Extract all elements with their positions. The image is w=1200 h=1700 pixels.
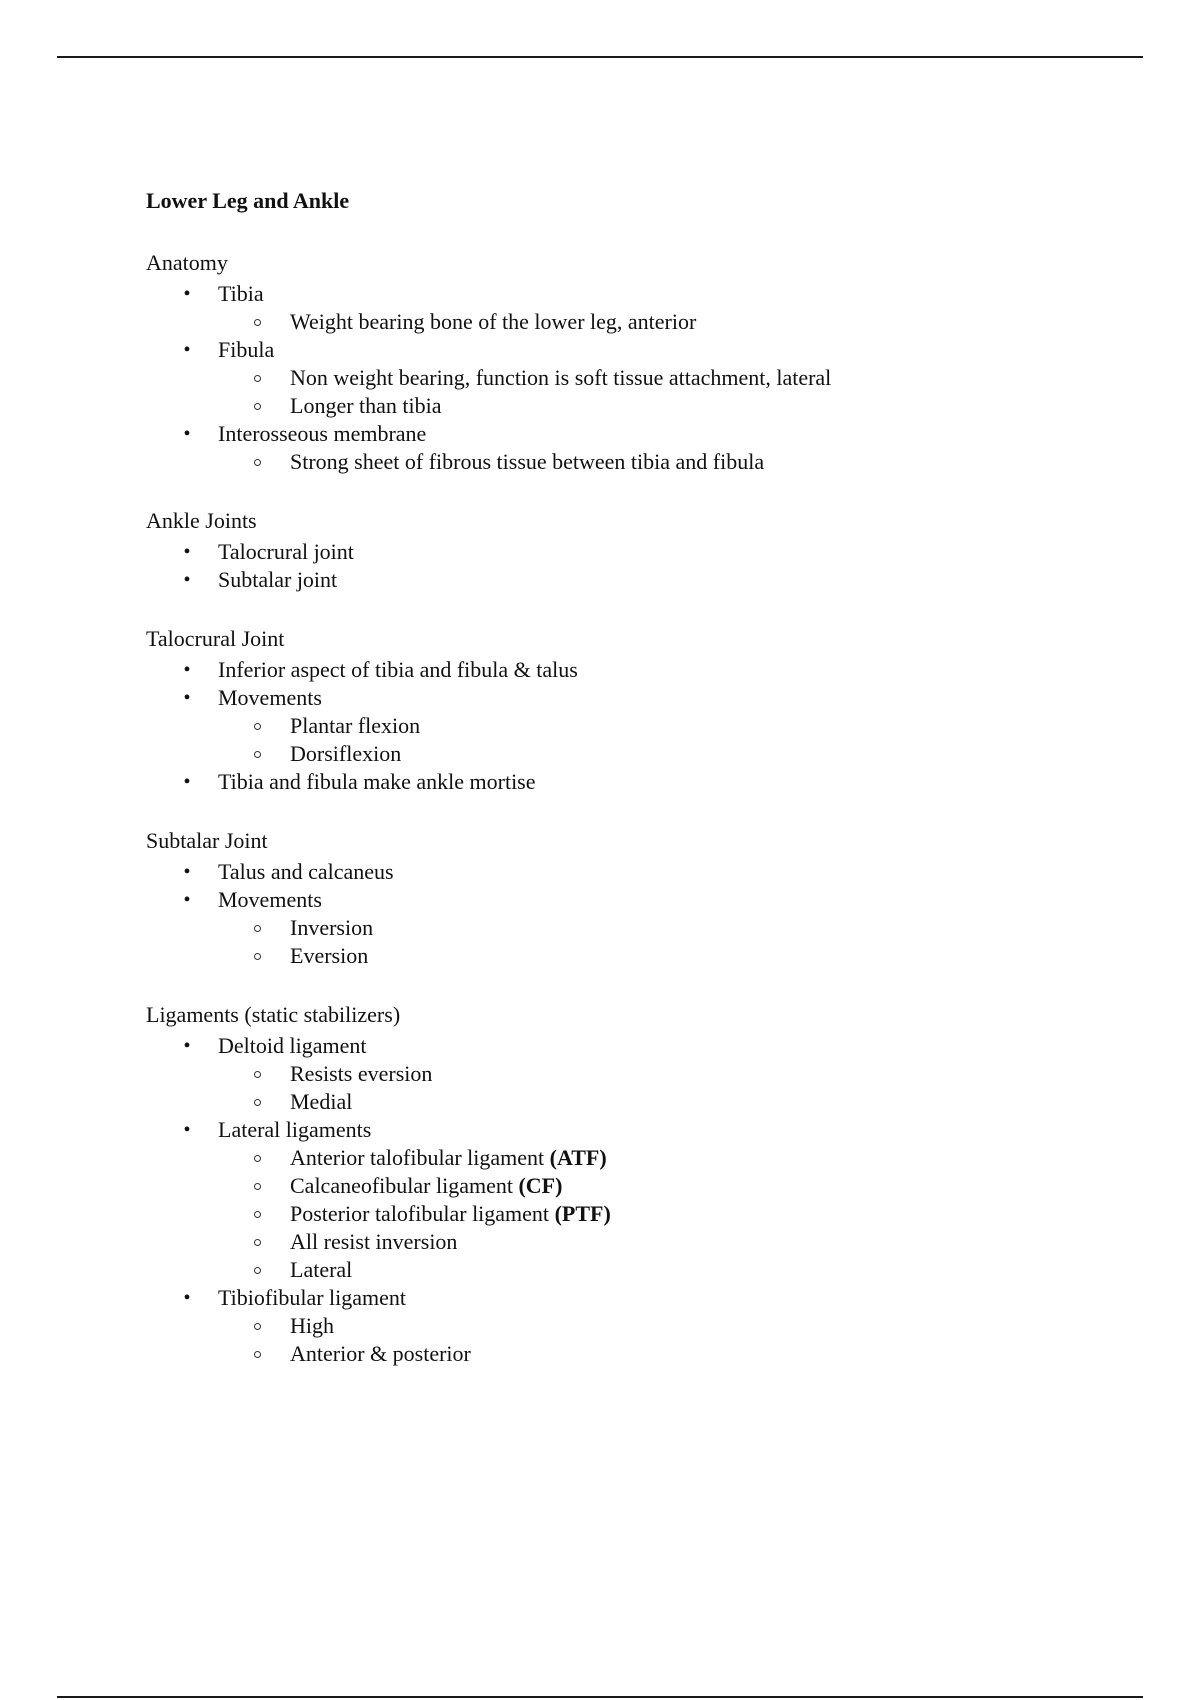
list-item: • Talus and calcaneus — [183, 859, 394, 884]
list-item: • Tibia and fibula make ankle mortise — [183, 769, 536, 794]
section-heading: Subtalar Joint — [146, 828, 268, 853]
bullet-icon: • — [183, 569, 191, 591]
sub-list-item: Lateral — [218, 1256, 1146, 1284]
section-heading: Anatomy — [146, 250, 228, 275]
circle-bullet-icon — [254, 1211, 261, 1218]
list-item: • Fibula Non weight bearing, function is soft tissue attachment, lateral Longer than tibia — [146, 336, 1146, 420]
sub-list-item: Anterior & posterior — [218, 1340, 1146, 1368]
section-heading: Talocrural Joint — [146, 626, 285, 651]
circle-bullet-icon — [254, 1099, 261, 1106]
sub-list-item: Eversion — [218, 942, 1146, 970]
section-ankle-joints — [146, 506, 1146, 594]
top-rule — [57, 56, 1143, 58]
bullet-icon: • — [183, 423, 191, 445]
section-heading: Ankle Joints — [146, 508, 257, 533]
circle-bullet-icon — [254, 1155, 261, 1162]
sub-list-item: Calcaneofibular ligament (CF) — [218, 1172, 1146, 1200]
bullet-icon: • — [183, 541, 191, 563]
list-item: • Deltoid ligament Resists eversion Medial — [146, 1032, 1146, 1116]
circle-bullet-icon — [254, 1351, 261, 1358]
section-subtalar-joint — [146, 826, 1146, 970]
sub-list-item: Non weight bearing, function is soft tissue attachment, lateral — [218, 364, 1146, 392]
list-item: • Tibia Weight bearing bone of the lower leg, anterior — [146, 280, 1146, 336]
list-item: • Talocrural joint — [183, 539, 354, 564]
circle-bullet-icon — [254, 1323, 261, 1330]
circle-bullet-icon — [254, 1239, 261, 1246]
list-item: • Movements Inversion Eversion — [146, 886, 1146, 970]
circle-bullet-icon — [254, 1267, 261, 1274]
list-item: • Interosseous membrane Strong sheet of fibrous tissue between tibia and fibula — [146, 420, 1146, 476]
sub-list-item: Anterior talofibular ligament (ATF) — [218, 1144, 1146, 1172]
sub-list-item: Strong sheet of fibrous tissue between tibia and fibula — [218, 448, 1146, 476]
list-item: • Lateral ligaments Anterior talofibular ligament (ATF) Calcaneofibular ligament (CF) Posterior talofibular ligament (PTF) All resist inversion Lateral — [146, 1116, 1146, 1284]
list-item: • Tibiofibular ligament High Anterior & posterior — [146, 1284, 1146, 1368]
circle-bullet-icon — [254, 925, 261, 932]
circle-bullet-icon — [254, 375, 261, 382]
bullet-icon: • — [183, 861, 191, 883]
bottom-rule — [57, 1696, 1143, 1698]
bullet-icon: • — [183, 659, 191, 681]
document-title: Lower Leg and Ankle — [146, 188, 350, 213]
sub-list-item: Inversion — [218, 914, 1146, 942]
list-item: • Inferior aspect of tibia and fibula & talus — [183, 657, 578, 682]
sub-list-item: High — [218, 1312, 1146, 1340]
circle-bullet-icon — [254, 1071, 261, 1078]
bullet-icon: • — [183, 1035, 191, 1057]
circle-bullet-icon — [254, 723, 261, 730]
bullet-icon: • — [183, 771, 191, 793]
sub-list-item: Medial — [218, 1088, 1146, 1116]
sub-list-item: All resist inversion — [218, 1228, 1146, 1256]
bullet-icon: • — [183, 889, 191, 911]
list-item: • Subtalar joint — [183, 567, 338, 592]
sub-list-item: Posterior talofibular ligament (PTF) — [218, 1200, 1146, 1228]
bullet-icon: • — [183, 339, 191, 361]
circle-bullet-icon — [254, 459, 261, 466]
circle-bullet-icon — [254, 953, 261, 960]
sub-list-item: Plantar flexion — [218, 712, 1146, 740]
section-talocrural-joint — [146, 624, 1146, 796]
bullet-icon: • — [183, 283, 191, 305]
section-ligaments — [146, 1000, 1146, 1368]
circle-bullet-icon — [254, 403, 261, 410]
circle-bullet-icon — [254, 751, 261, 758]
bullet-icon: • — [183, 687, 191, 709]
circle-bullet-icon — [254, 1183, 261, 1190]
sub-list-item: Resists eversion — [218, 1060, 1146, 1088]
sub-list-item: Dorsiflexion — [218, 740, 1146, 768]
sub-list-item: Longer than tibia — [218, 392, 1146, 420]
section-heading: Ligaments (static stabilizers) — [146, 1002, 401, 1027]
section-anatomy — [146, 248, 1146, 476]
circle-bullet-icon — [254, 319, 261, 326]
sub-list-item: Weight bearing bone of the lower leg, anterior — [218, 308, 1146, 336]
document-body — [146, 183, 1146, 1398]
bullet-icon: • — [183, 1287, 191, 1309]
list-item: • Movements Plantar flexion Dorsiflexion — [146, 684, 1146, 768]
bullet-icon: • — [183, 1119, 191, 1141]
